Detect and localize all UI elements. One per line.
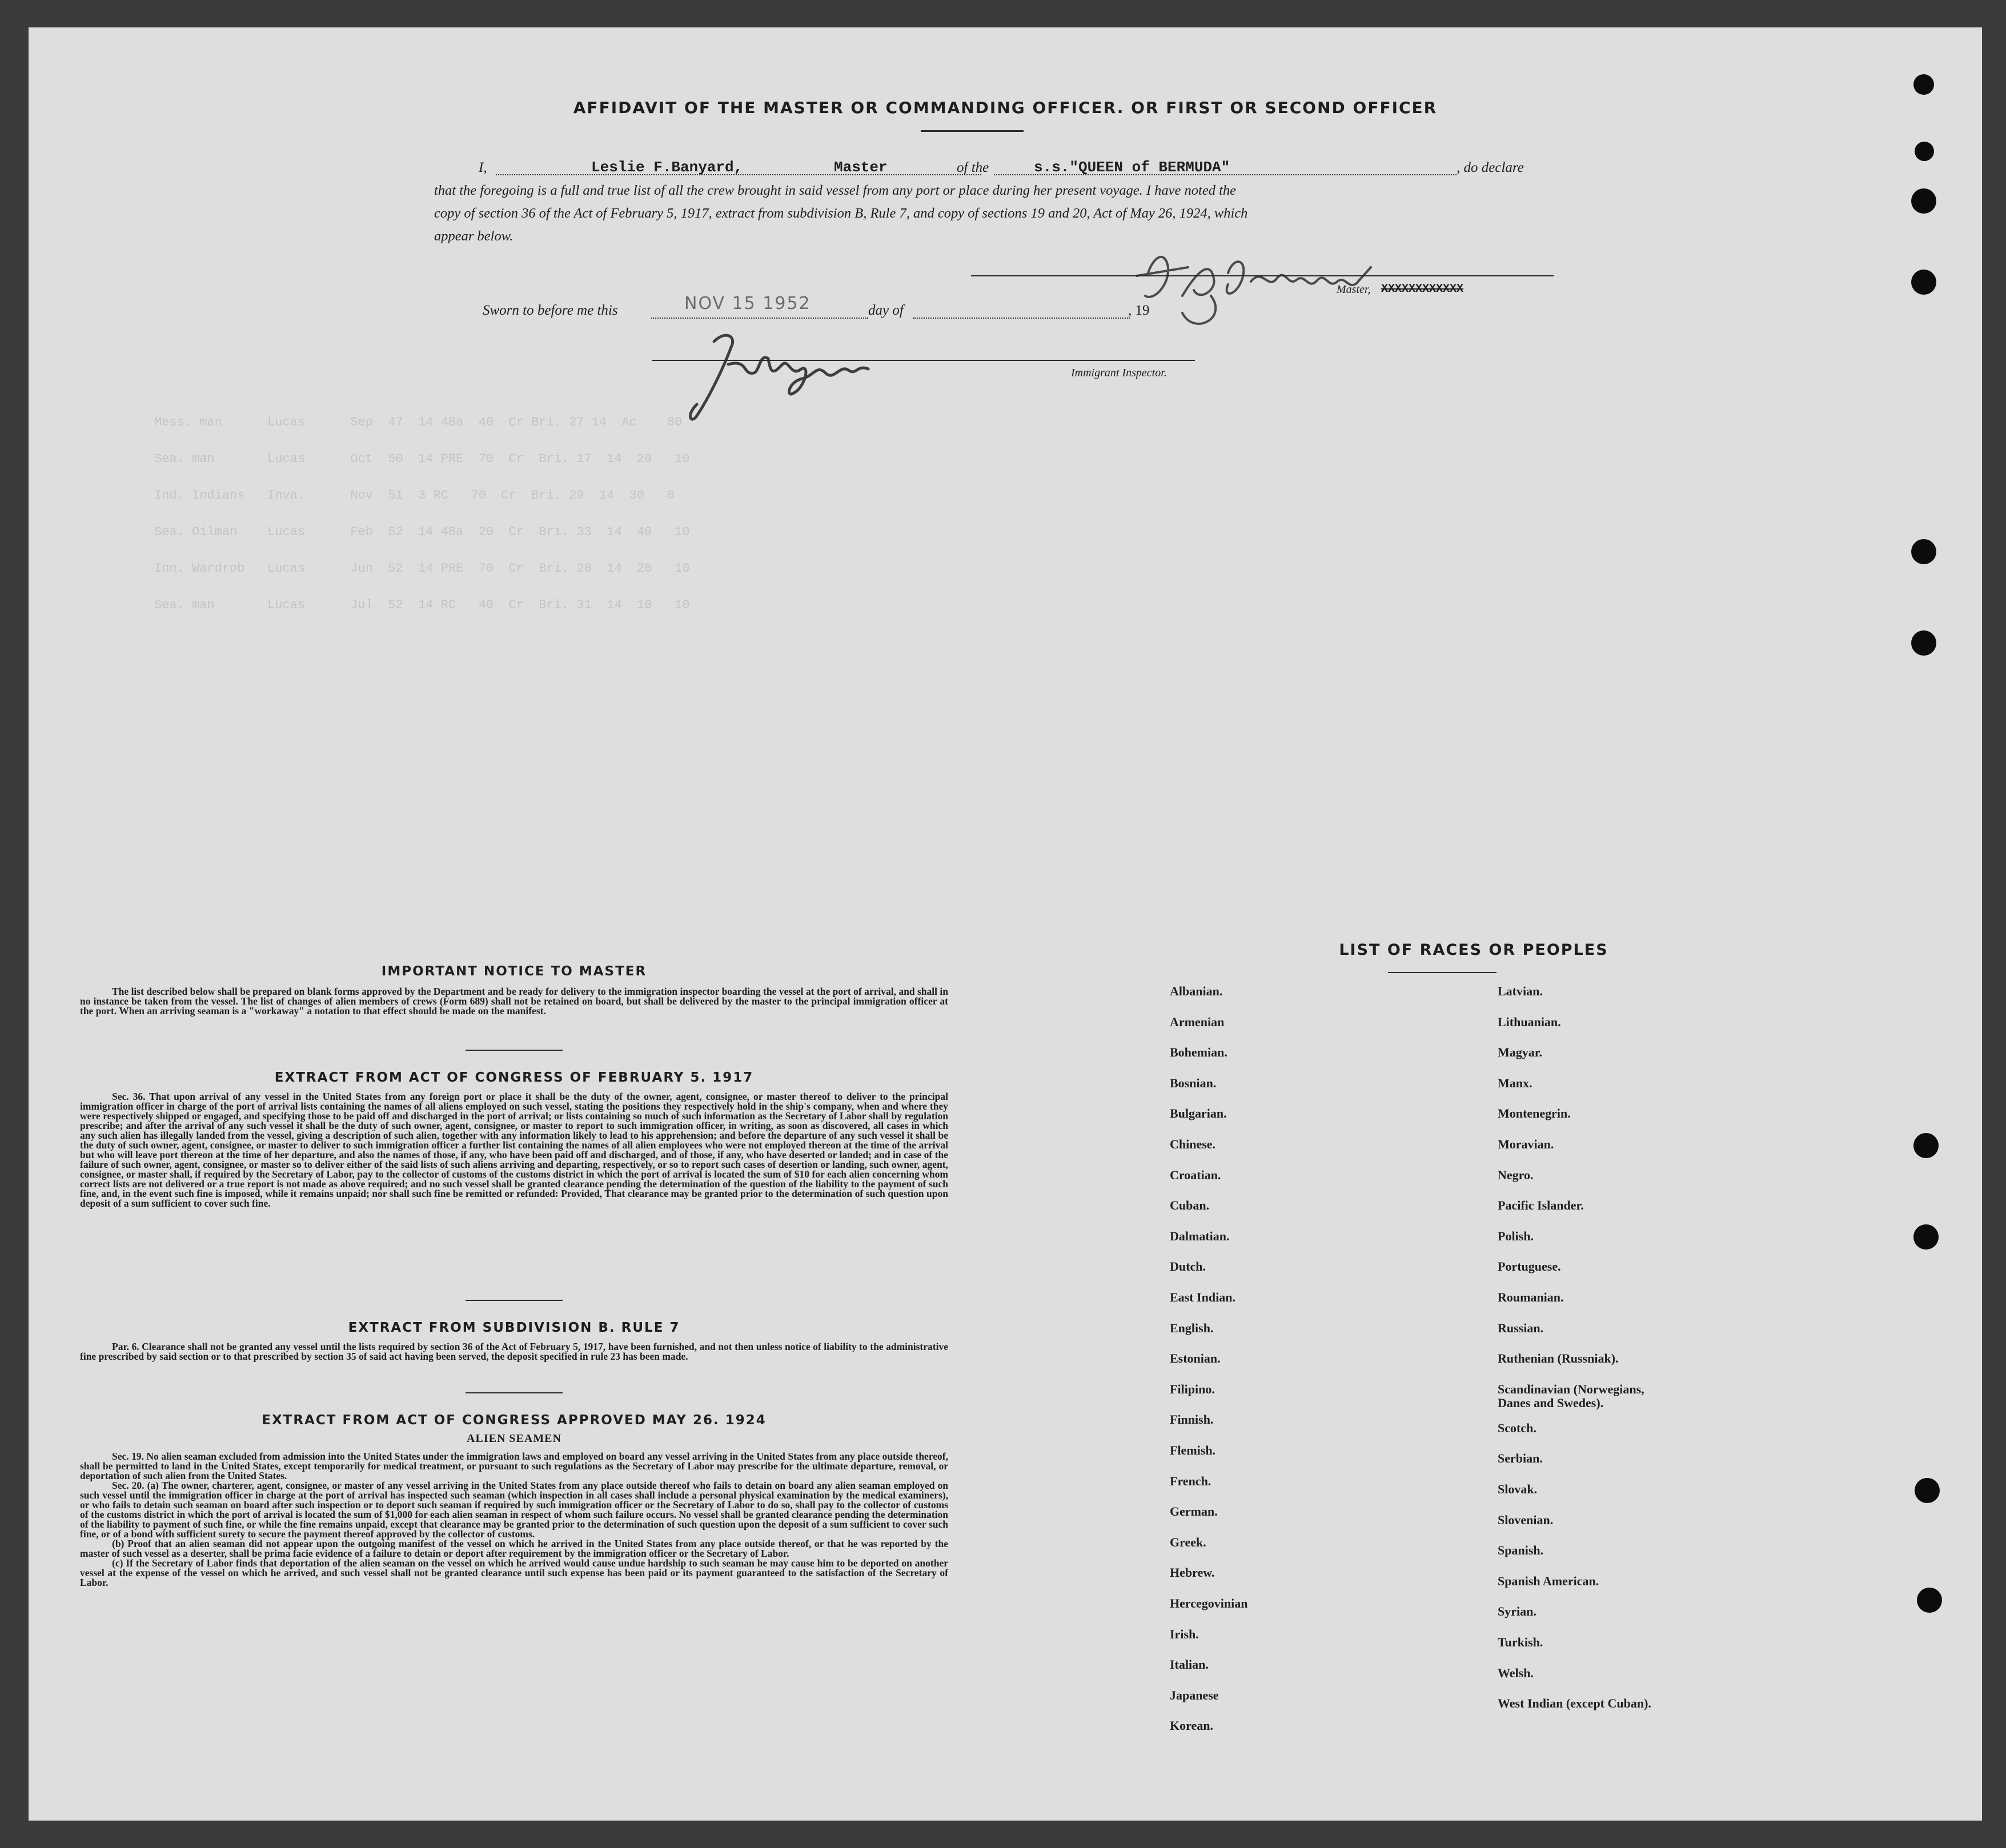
rule7-body [80,1342,948,1361]
race-item: Pacific Islander. [1498,1198,1584,1213]
extract-1917-body [80,1092,948,1208]
race-item: Portuguese. [1498,1259,1561,1274]
title-underline [921,130,1024,132]
race-item: Welsh. [1498,1665,1534,1680]
race-item: Scandinavian (Norwegians, Danes and Swedes). [1498,1381,1644,1410]
race-item: Japanese [1170,1688,1219,1702]
day-of-label: day of [868,303,904,318]
master-caption-struck: XXXXXXXXXXXX [1381,283,1464,296]
section-divider-3 [466,1392,563,1393]
race-item: French. [1170,1473,1211,1488]
notice-paragraph: The list described below shall be prepared on blank forms approved by the Department and be ready for delivery to the immigration inspector boarding the vessel at the port of arrival, and shall in no instance be taken from the vessel. The list of changes of alien members of crews (Form 689) shall not be retained on board, but shall be delivered by the master to the principal immigration officer at the port. When an arriving seaman is a "workaway" a notation to that effect should be made on the manifest. [80,986,948,1017]
race-item: English. [1170,1320,1214,1335]
year-label: , 19 [1128,303,1150,318]
race-item: Magyar. [1498,1045,1543,1060]
extract-1924-body [80,1452,948,1588]
race-item: Polish. [1498,1228,1534,1243]
race-item: Montenegrin. [1498,1106,1571,1121]
race-item: Chinese. [1170,1137,1216,1151]
inspector-caption: Immigrant Inspector. [1071,367,1167,379]
race-item: Italian. [1170,1657,1209,1672]
race-item: Slovak. [1498,1482,1538,1496]
race-item: German. [1170,1504,1218,1519]
sec-19-paragraph: Sec. 19. No alien seaman excluded from admission into the United States under the immigration laws and employed on board any vessel arriving in the United States from any place outside thereof, shall be permitted to land in the United States, except temporarily for medical treatment, or pursuant to such regulations as the Secretary of Labor may prescribe for the ultimate departure, removal, or deportation of such alien from the United States. [80,1451,948,1481]
race-item: Finnish. [1170,1412,1214,1427]
race-item: Hebrew. [1170,1565,1215,1580]
affidavit-line-3: copy of section 36 of the Act of February 5, 1917, extract from subdivision B, Rule 7, and copy of sections 19 and 20, Act of May 26, 1924, which [434,206,1248,221]
master-caption: Master, [1337,283,1371,296]
inspector-signature-line [652,360,1195,361]
sec-20c-paragraph: (c) If the Secretary of Labor finds that deportation of the alien seaman on the vessel on which he arrived would cause undue hardship to such seaman he may cause him to be deported on another vessel at the expense of the vessel on which he arrived, and such vessel shall not be granted clearance until such expense has been paid or its payment guaranteed to the satisfaction of the Secretary of Labor. [80,1557,948,1588]
par-6-paragraph: Par. 6. Clearance shall not be granted any vessel until the lists required by section 36 of the Act of February 5, 1917, have been furnished, and not then unless notice of liability to the administrative fine prescribed by said section or to that prescribed by section 35 of said act having been served, the deposit specified in rule 23 has been made. [80,1341,948,1362]
race-item: Latvian. [1498,984,1543,998]
notice-body [80,987,948,1016]
race-item: Moravian. [1498,1137,1554,1151]
race-item: Flemish. [1170,1443,1216,1457]
race-item: Syrian. [1498,1604,1536,1619]
sec-36-paragraph: Sec. 36. That upon arrival of any vessel in the United States from any foreign port or place it shall be the duty of the owner, agent, consignee, or master thereof to deliver to the principal immigration officer in charge of the port of arrival lists containing the names of all aliens employed on such vessel, stating the positions they respectively hold in the ship's company, when and where they were respectively shipped or engaged, and specifying those to be paid off and discharged in the port of arrival; or lists containing so much of such information as the Secretary of Labor shall by regulation prescribe; and after the arrival of any such vessel it shall be the duty of such owner, agent, consignee, or master to report to such immigration officer, in writing, as soon as discovered, all cases in which any such alien has illegally landed from the vessel, giving a description of such alien, together with any information likely to lead to his apprehension; and before the departure of any such vessel it shall be the duty of such owner, agent, consignee, or master to deliver to such immigration officer a further list containing the names of all alien employees who were not employed thereon at the time of the arrival but who will leave port thereon at the time of her departure, and also the names of those, if any, who have been paid off and discharged, and of those, if any, who have deserted or landed; and in case of the failure of such owner, agent, consignee, or master so to deliver either of the said lists of such aliens arriving and departing, respectively, or so to report such cases of desertion or landing, such owner, agent, consignee, or master shall, if required by the Secretary of Labor, pay to the collector of customs of the customs district in which the port of arrival is located the sum of $10 for each alien concerning whom correct lists are not delivered or a true report is not made as above required; and no such vessel shall be granted clearance pending the determination of the question of the liability to the payment of such fine, and, in the event such fine is imposed, while it remains unpaid; nor shall such fine be remitted or refunded: Provided, That clearance may be granted prior to the determination of such question upon deposit of a sum sufficient to cover such fine. [80,1091,948,1209]
race-item: Armenian [1170,1014,1225,1029]
race-item: Filipino. [1170,1381,1215,1396]
race-item: Serbian. [1498,1451,1543,1466]
sworn-prefix: Sworn to before me this [483,303,618,318]
race-item: Estonian. [1170,1351,1221,1366]
binder-hole [1911,188,1936,214]
race-item: Greek. [1170,1534,1206,1549]
race-item: Negro. [1498,1167,1534,1182]
extract-1924-title: EXTRACT FROM ACT OF CONGRESS APPROVED MAY 26. 1924 [262,1413,767,1428]
race-item: Albanian. [1170,984,1223,998]
section-divider-1 [466,1050,563,1051]
race-item: Manx. [1498,1075,1532,1090]
master-signature-line [971,275,1554,276]
received-date-stamp: NOV 15 1952 [684,294,811,314]
race-item: Turkish. [1498,1635,1543,1649]
race-item: West Indian (except Cuban). [1498,1696,1651,1711]
affidavit-i-word: I, [479,160,487,175]
race-item: Scotch. [1498,1420,1536,1435]
affidavit-title: AFFIDAVIT OF THE MASTER OR COMMANDING OFFICER. OR FIRST OR SECOND OFFICER [573,98,1438,117]
race-item: Croatian. [1170,1167,1221,1182]
binder-hole [1913,1133,1939,1158]
race-item: Dalmatian. [1170,1228,1230,1243]
race-item: Spanish American. [1498,1573,1599,1588]
section-divider-2 [466,1300,563,1301]
binder-hole [1911,270,1936,295]
race-item: Korean. [1170,1718,1213,1733]
race-item: Irish. [1170,1626,1199,1641]
of-the-label: of the [957,160,989,175]
binder-hole [1913,1224,1939,1250]
race-item: East Indian. [1170,1290,1235,1304]
do-declare-label: , do declare [1457,160,1524,175]
document-page [29,27,1982,1821]
race-item: Slovenian. [1498,1512,1554,1527]
month-blank-line [913,318,1130,319]
notice-title: IMPORTANT NOTICE TO MASTER [381,964,647,979]
inspector-signature [674,319,937,433]
binder-hole [1915,142,1934,161]
binder-hole [1911,539,1936,564]
race-item: Lithuanian. [1498,1014,1561,1029]
binder-hole [1913,74,1934,95]
sec-20b-paragraph: (b) Proof that an alien seaman did not appear upon the outgoing manifest of the vessel on which he arrived in the United States from any place outside thereof, or that he was reported by the master of such vessel as a deserter, shall be prima facie evidence of a failure to detain or deport after requirement by the immigration officer or the Secretary of Labor. [80,1538,948,1559]
binder-hole [1911,630,1936,656]
race-item: Bulgarian. [1170,1106,1227,1121]
race-item: Roumanian. [1498,1290,1564,1304]
extract-1917-title: EXTRACT FROM ACT OF CONGRESS OF FEBRUARY 5. 1917 [274,1070,754,1085]
race-item: Hercegovinian [1170,1596,1248,1610]
affidavit-line-4: appear below. [434,228,513,244]
master-rank: Master [834,159,888,176]
races-title-underline [1388,972,1497,973]
alien-seamen-subtitle: ALIEN SEAMEN [467,1432,561,1445]
binder-hole [1915,1478,1940,1503]
race-item: Spanish. [1498,1543,1544,1558]
binder-hole [1917,1588,1942,1613]
race-item: Russian. [1498,1320,1544,1335]
sec-20a-paragraph: Sec. 20. (a) The owner, charterer, agent, consignee, or master of any vessel arriving in the United States from any place outside thereof who fails to detain on board any alien seaman employed on such vessel until the immigration officer in charge at the port of arrival has inspected such seaman (which inspection in all cases shall include a personal physical examination by the medical examiners), or who fails to detain such seaman on board after such inspection or to deport such seaman if required by such immigration officer or the Secretary of Labor to do so, shall pay to the collector of customs of the customs district in which the port of arrival is located the sum of $1,000 for each alien seaman in respect of whom such failure occurs. No vessel shall be granted clearance pending the determination of the liability to payment of such fine, or while the fine remains unpaid, except that clearance may be granted prior to the determination of such question upon the deposit of a sum sufficient to cover such fine, or of a bond with sufficient surety to secure the payment thereof approved by the collector of customs. [80,1480,948,1540]
master-name: Leslie F.Banyard, [591,159,743,176]
bleed-through-ghost-text: Mess. man Lucas Sep 47 14 4Ba 40 Cr Bri. 27 14 Ac 80 Sea. man Lucas Oct 50 14 PRE 70 Cr Bri. 17 14 20 10 Ind. Indians Inva. Nov 51 3 RC 70 Cr Bri. 29 14 30 0 Sea. Oilman Lucas Feb 52 14 4Ba 20 Cr Bri. 33 14 40 10 Inn. Wardrob Lucas Jun 52 14 PRE 70 Cr Bri. 28 14 20 10 Sea. man Lucas Jul 52 14 RC 40 Cr Bri. 31 14 10 10 [154,415,690,612]
race-item: Bosnian. [1170,1075,1217,1090]
rule7-title: EXTRACT FROM SUBDIVISION B. RULE 7 [348,1320,680,1335]
race-item: Ruthenian (Russniak). [1498,1351,1619,1366]
race-item: Bohemian. [1170,1045,1227,1060]
affidavit-line-2: that the foregoing is a full and true list of all the crew brought in said vessel from any port or place during her present voyage. I have noted the [434,183,1237,198]
races-title: LIST OF RACES OR PEOPLES [1339,941,1608,959]
race-item: Dutch. [1170,1259,1206,1274]
race-item: Cuban. [1170,1198,1210,1213]
vessel-name: s.s."QUEEN of BERMUDA" [1034,159,1230,176]
